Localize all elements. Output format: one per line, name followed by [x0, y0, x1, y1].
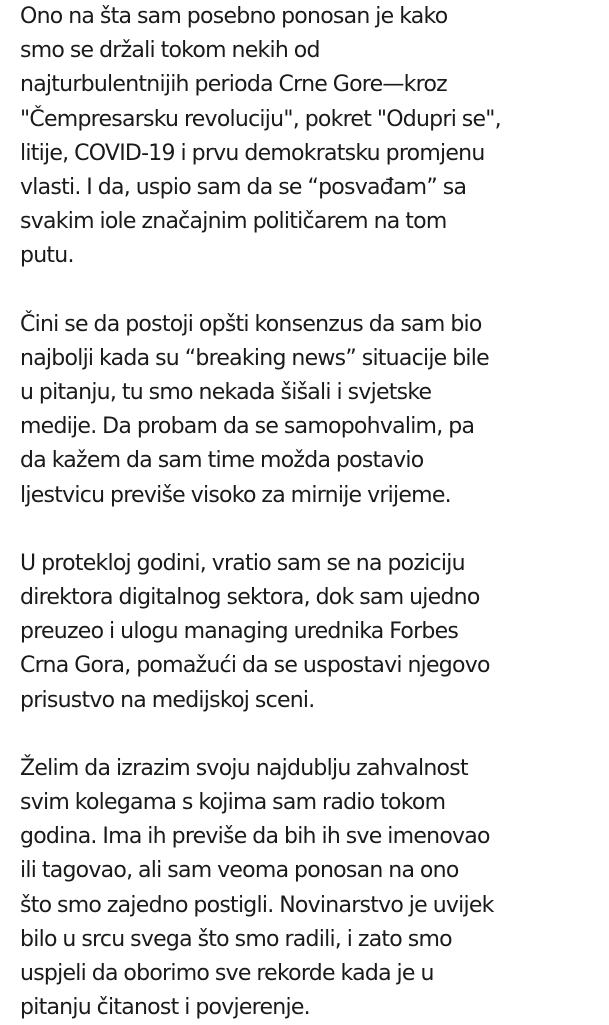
text-line: godina. Ima ih previše da bih ih sve imenovao	[20, 824, 490, 850]
paragraph-gap	[20, 718, 609, 752]
text-line: "Čempresarsku revoluciju", pokret "Odupri se",	[20, 106, 501, 132]
text-line: medije. Da probam da se samopohvalim, pa	[20, 414, 475, 440]
text-line: najturbulentnijih perioda Crne Gore—kroz	[20, 72, 447, 98]
text-line: u pitanju, tu smo nekada šišali i svjetske	[20, 380, 432, 406]
paragraph-1	[20, 0, 609, 274]
paragraph-3	[20, 547, 609, 718]
text-line: Ono na šta sam posebno ponosan je kako	[20, 4, 448, 29]
text-line: putu.	[20, 243, 74, 269]
text-line: uspjeli da oborimo sve rekorde kada je u	[20, 961, 434, 987]
text-line: litije, COVID-19 i prvu demokratsku promjenu	[20, 140, 485, 166]
text-line: vlasti. I da, uspio sam da se “posvađam” sa	[20, 175, 467, 201]
text-line: pitanju čitanost i povjerenje.	[20, 995, 310, 1021]
text-line: Čini se da postoji opšti konsenzus da sam bio	[20, 311, 482, 337]
text-line: svim kolegama s kojima sam radio tokom	[20, 790, 446, 816]
text-line: što smo zajedno postigli. Novinarstvo je uvijek	[20, 892, 494, 918]
text-line: preuzeo i ulogu managing urednika Forbes	[20, 619, 459, 645]
text-line: da kažem da sam time možda postavio	[20, 448, 424, 474]
text-line: Crna Gora, pomažući da se uspostavi njegovo	[20, 653, 490, 679]
text-line: ili tagovao, ali sam veoma ponosan na ono	[20, 858, 459, 884]
text-line: U protekloj godini, vratio sam se na poziciju	[20, 550, 465, 576]
text-line: smo se držali tokom nekih od	[20, 38, 320, 64]
post-body	[20, 0, 609, 1025]
paragraph-4	[20, 752, 609, 1025]
text-line: Želim da izrazim svoju najdublju zahvalnost	[20, 755, 468, 781]
text-line: prisustvo na medijskoj sceni.	[20, 687, 315, 713]
paragraph-gap	[20, 513, 609, 547]
paragraph-2	[20, 308, 609, 513]
text-line: najbolji kada su “breaking news” situacije bile	[20, 345, 489, 371]
text-line: ljestvicu previše visoko za mirnije vrijeme.	[20, 482, 451, 508]
text-line: direktora digitalnog sektora, dok sam ujedno	[20, 585, 480, 611]
text-line: bilo u srcu svega što smo radili, i zato smo	[20, 926, 452, 952]
paragraph-gap	[20, 274, 609, 308]
text-line: svakim iole značajnim političarem na tom	[20, 209, 447, 235]
